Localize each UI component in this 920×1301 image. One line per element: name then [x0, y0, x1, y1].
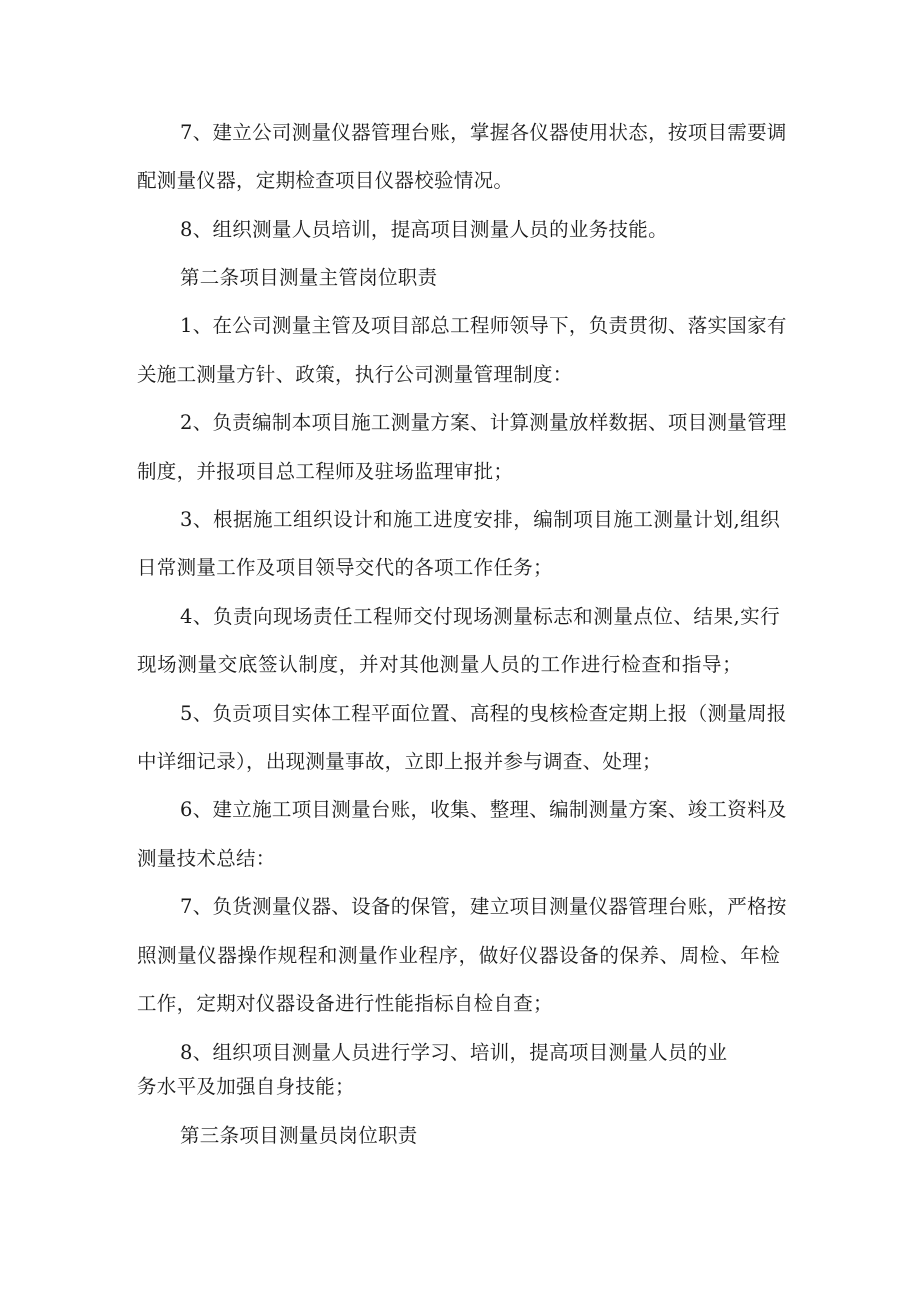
text-line: 关施工测量方针、政策，执行公司测量管理制度： [137, 363, 573, 386]
text-line: 7、建立公司测量仪器管理台账，掌握各仪器使用状态，按项目需要调 [180, 121, 787, 144]
text-line: 4、负责向现场责任工程师交付现场测量标志和测量点位、结果,实行 [180, 605, 780, 628]
text-line: 8、组织测量人员培训，提高项目测量人员的业务技能。 [180, 218, 668, 241]
text-line: 现场测量交底签认制度，并对其他测量人员的工作进行检查和指导； [137, 653, 742, 676]
text-line: 3、根据施工组织设计和施工进度安排，编制项目施工测量计划,组织 [180, 508, 780, 531]
text-line: 配测量仪器，定期检查项目仪器校验情况。 [137, 169, 514, 192]
text-line: 8、组织项目测量人员进行学习、培训，提高项目测量人员的业 [180, 1041, 728, 1064]
text-line: 6、建立施工项目测量台账，收集、整理、编制测量方案、竣工资料及 [180, 798, 787, 821]
text-line: 制度，并报项目总工程师及驻场监理审批； [137, 460, 514, 483]
text-line: 2、负责编制本项目施工测量方案、计算测量放样数据、项目测量管理 [180, 411, 787, 434]
text-line: 1、在公司测量主管及项目部总工程师领导下，负责贯彻、落实国家有 [180, 314, 787, 337]
text-line: 工作，定期对仪器设备进行性能指标自检自查； [137, 992, 553, 1015]
text-line: 测量技术总结： [137, 847, 276, 870]
text-line: 照测量仪器操作规程和测量作业程序，做好仪器设备的保养、周检、年检 [137, 944, 780, 967]
text-line: 5、负贡项目实体工程平面位置、高程的曳核检查定期上报（测量周报 [180, 702, 787, 725]
text-line: 务水平及加强自身技能； [137, 1075, 355, 1098]
section-heading: 第三条项目测量员岗位职责 [180, 1124, 418, 1147]
text-line: 中详细记录），出现测量事故，立即上报并参与调查、处理； [137, 750, 662, 773]
text-line: 日常测量工作及项目领导交代的各项工作任务； [137, 556, 553, 579]
section-heading: 第二条项目测量主管岗位职责 [180, 266, 438, 289]
text-line: 7、负货测量仪器、设备的保管，建立项目测量仪器管理台账，严格按 [180, 895, 787, 918]
